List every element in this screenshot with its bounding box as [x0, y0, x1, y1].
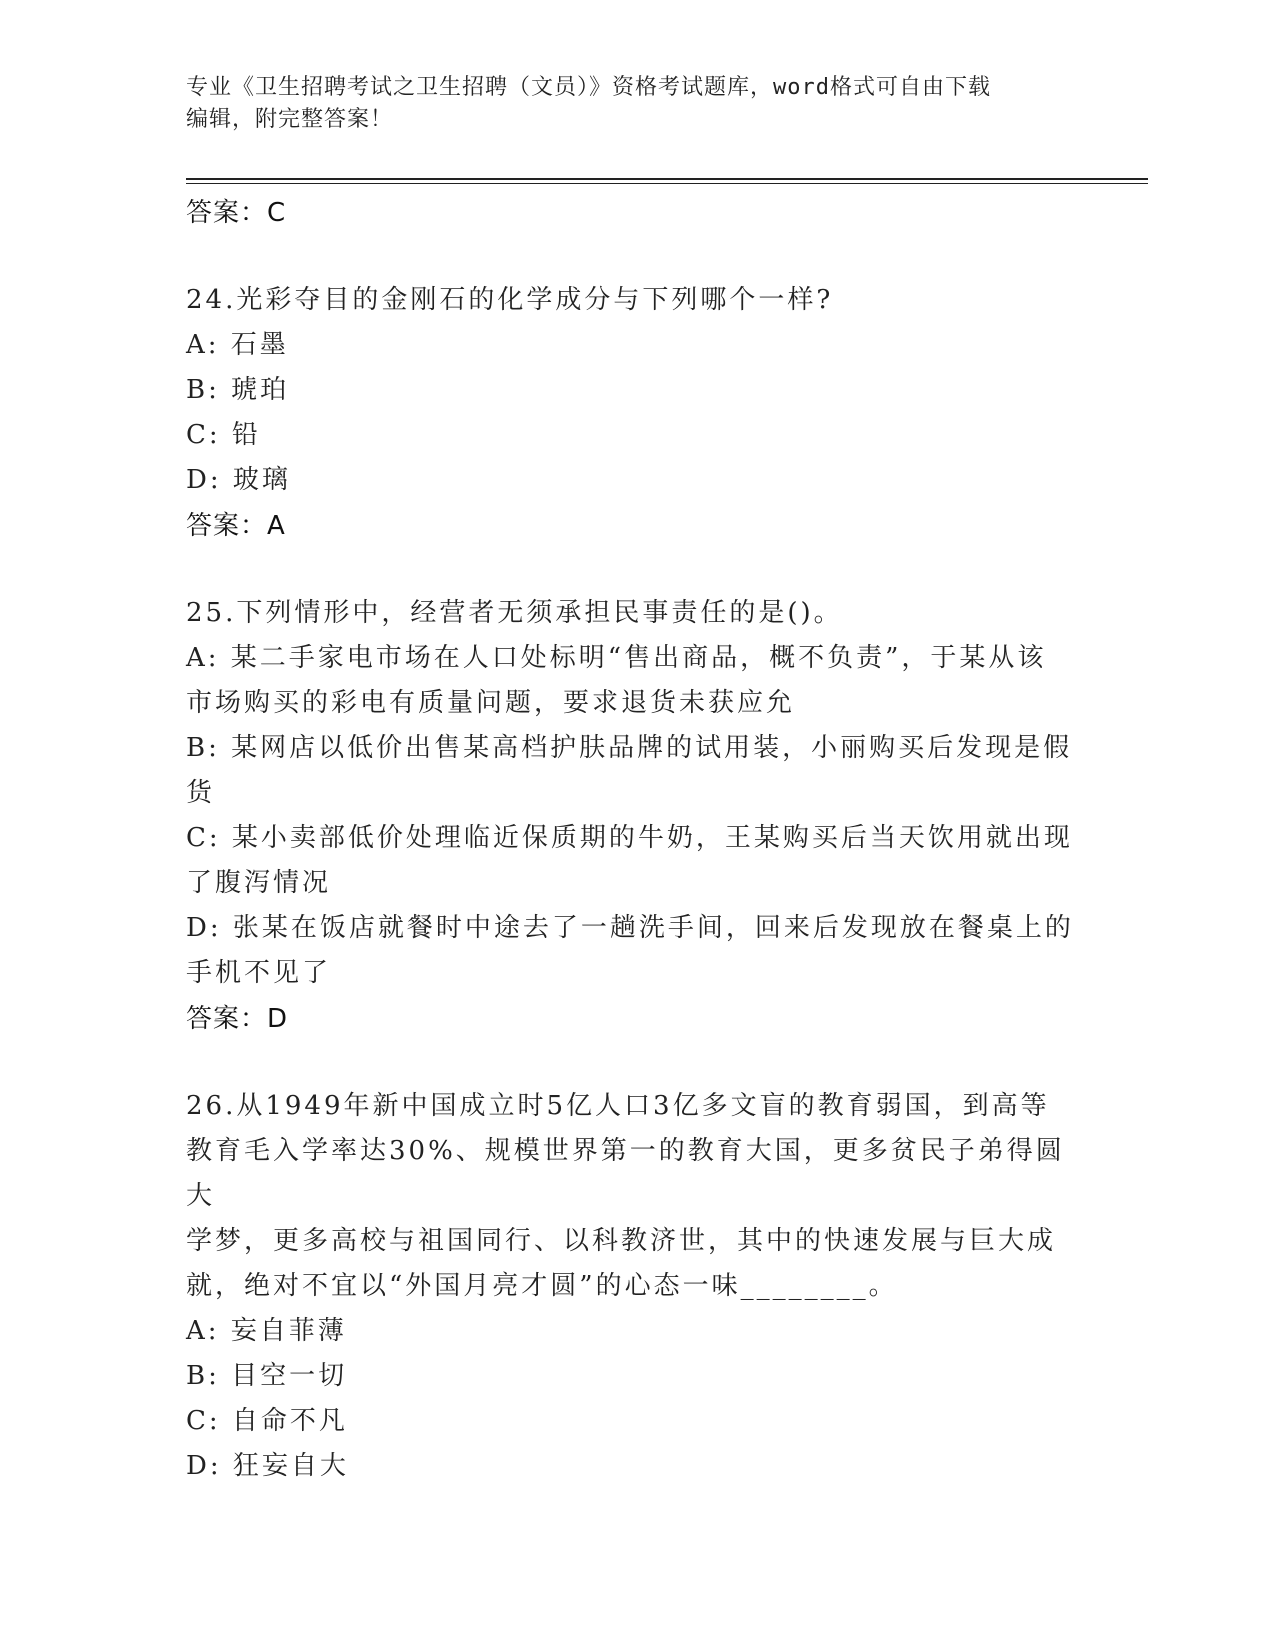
header-line-1: 专业《卫生招聘考试之卫生招聘（文员）》资格考试题库，word格式可自由下载	[186, 75, 991, 100]
option-c-line-2: 了腹泻情况	[186, 868, 332, 898]
option-d-line-2: 手机不见了	[186, 958, 332, 988]
option-d-line-1: D: 张某在饭店就餐时中途去了一趟洗手间，回来后发现放在餐桌上的	[186, 913, 1074, 943]
spacer	[186, 236, 1086, 278]
option-c: C: 铅	[186, 420, 261, 450]
answer-23: 答案：C	[186, 198, 287, 228]
question-stem-line-1: 26.从1949年新中国成立时5亿人口3亿多文盲的教育弱国，到高等	[186, 1091, 1050, 1121]
option-d: D: 玻璃	[186, 465, 291, 495]
question-stem-line-2: 教育毛入学率达30%、规模世界第一的教育大国，更多贫民子弟得圆大	[186, 1136, 1065, 1211]
header-divider-thick	[186, 178, 1148, 180]
option-a-line-1: A: 某二手家电市场在人口处标明“售出商品，概不负责”，于某从该	[186, 643, 1047, 673]
header-line-2: 编辑，附完整答案！	[186, 107, 394, 132]
option-a: A: 妄自菲薄	[186, 1316, 347, 1346]
question-stem-line-3: 学梦，更多高校与祖国同行、以科教济世，其中的快速发展与巨大成	[186, 1226, 1057, 1256]
option-b: B: 目空一切	[186, 1361, 348, 1391]
option-a: A: 石墨	[186, 330, 289, 360]
answer-25: 答案：D	[186, 1004, 289, 1034]
question-stem: 24.光彩夺目的金刚石的化学成分与下列哪个一样?	[186, 285, 834, 315]
option-b: B: 琥珀	[186, 375, 290, 405]
spacer	[186, 1042, 1086, 1084]
page-header	[186, 72, 1066, 136]
option-d: D: 狂妄自大	[186, 1451, 349, 1481]
option-a-line-2: 市场购买的彩电有质量问题，要求退货未获应允	[186, 688, 796, 718]
option-b-line-1: B: 某网店以低价出售某高档护肤品牌的试用装，小丽购买后发现是假	[186, 733, 1073, 763]
question-26	[186, 1084, 1086, 1489]
page-content	[186, 190, 1086, 1489]
question-stem: 25.下列情形中，经营者无须承担民事责任的是()。	[186, 598, 843, 628]
question-stem-line-4: 就，绝对不宜以“外国月亮才圆”的心态一味________。	[186, 1271, 898, 1301]
option-c: C: 自命不凡	[186, 1406, 348, 1436]
answer-24: 答案：A	[186, 511, 286, 541]
option-b-line-2: 货	[186, 778, 216, 808]
spacer	[186, 549, 1086, 591]
question-25	[186, 591, 1086, 996]
header-divider-thin	[186, 183, 1148, 184]
option-c-line-1: C: 某小卖部低价处理临近保质期的牛奶，王某购买后当天饮用就出现	[186, 823, 1073, 853]
question-24	[186, 278, 1086, 503]
